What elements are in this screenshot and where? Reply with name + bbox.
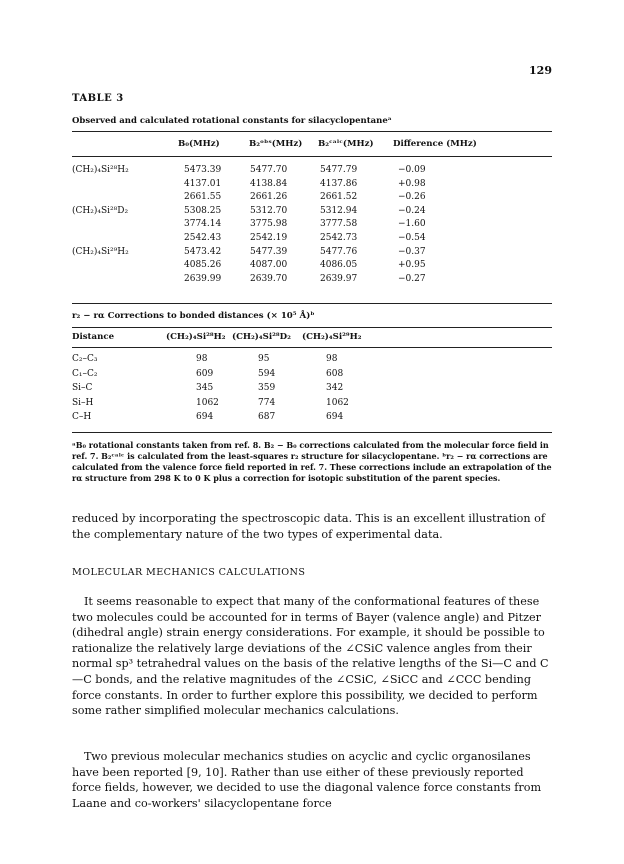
table-cell: 4137.86	[320, 178, 358, 189]
dist-col-header: (CH₂)₄Si²⁸H₂	[166, 332, 226, 342]
col-header-b0: B₀(MHz)	[178, 139, 220, 149]
table-cell: 5477.39	[250, 246, 288, 257]
table-cell: 345	[196, 383, 214, 393]
table-cell: −0.24	[398, 205, 426, 216]
table-cell: 1062	[196, 397, 219, 408]
table-cell: 5312.70	[250, 205, 288, 216]
table-cell: 694	[196, 412, 214, 422]
table-cell: −0.26	[398, 192, 426, 203]
table-header-rule	[72, 156, 552, 157]
table-cell: 2542.73	[320, 233, 358, 243]
table-cell: 609	[196, 368, 214, 379]
molecule-label: (CH₂)₄Si²⁸H₂	[72, 165, 129, 175]
table-cell: 5308.25	[184, 205, 222, 216]
section-heading: MOLECULAR MECHANICS CALCULATIONS	[72, 567, 306, 578]
table-footnote: ᵃB₀ rotational constants taken from ref. 8. B₂ − B₀ corrections calculated from the molecular force field in ref. 7. B₂ᶜᵃˡᶜ is calculated from the least-squares r₂ structure for silacyclopentane. ᵇr₂ − rα corrections are calculated from the valence force field reported in ref. 7. These corrections include an extrapolation of the rα structure from 298 K to 0 K plus a correction for isotopic substitution of the parent species.	[72, 440, 552, 483]
table-cell: 95	[258, 354, 270, 364]
table-cell: −0.37	[398, 246, 426, 257]
dist-top-rule	[72, 327, 552, 328]
body-paragraph: Two previous molecular mechanics studies on acyclic and cyclic organosilanes have been reported [9, 10]. Rather than use either of these previously reported force fields, however, we decided to use the diagonal valence force constants from Laane and co-workers' silacyclopentane force	[72, 750, 542, 810]
table-cell: 4138.84	[250, 178, 288, 189]
table-cell: 1062	[326, 397, 349, 408]
table-cell: 342	[326, 383, 344, 393]
table-cell: 2542.43	[184, 233, 222, 243]
body-paragraph: reduced by incorporating the spectroscopic data. This is an excellent illustration of the complementary nature of the two types of experimental data.	[72, 512, 546, 541]
table-cell: 3775.98	[250, 219, 288, 230]
dist-col-header: Distance	[72, 332, 115, 342]
table-label: TABLE 3	[72, 93, 124, 104]
body-paragraph: It seems reasonable to expect that many of the conformational features of these two molecules could be accounted for in terms of Bayer (valence angle) and Pitzer (dihedral angle) strain energy considerations. For example, it should be possible to rationalize the relatively large deviations of the ∠CSiC valence angles from their normal sp³ tetrahedral values on the basis of the relative lengths of the Si—C and C—C bonds, and the relative magnitudes of the ∠CSiC, ∠SiCC and ∠CCC bending force constants. In order to further explore this possibility, we decided to perform some rather simplified molecular mechanics calculations.	[72, 595, 549, 718]
table-caption: Observed and calculated rotational constants for silacyclopentaneᵃ	[72, 116, 392, 126]
dist-header-rule	[72, 347, 552, 348]
table-cell: 5477.76	[320, 246, 358, 257]
table-cell: 5312.94	[320, 205, 358, 216]
molecule-label: (CH₂)₄Si²⁹H₂	[72, 246, 129, 257]
table-cell: 4087.00	[250, 260, 288, 271]
distance-label: C–H	[72, 412, 92, 422]
table-cell: 608	[326, 368, 344, 379]
table-cell: 4086.05	[320, 260, 358, 271]
dist-col-header: (CH₂)₄Si²⁹H₂	[302, 332, 362, 342]
distance-label: Si–C	[72, 383, 93, 393]
table-cell: 2542.19	[250, 233, 288, 243]
table-cell: 694	[326, 412, 344, 422]
table-cell: 3774.14	[184, 219, 222, 230]
col-header-bz-obs: B₂ᵒᵇˢ(MHz)	[249, 139, 303, 149]
col-header-bz-calc: B₂ᶜᵃˡᶜ(MHz)	[318, 139, 374, 149]
table-cell: −1.60	[398, 219, 426, 230]
table-cell: −0.09	[398, 165, 426, 175]
corrections-title: r₂ − rα Corrections to bonded distances (× 10⁵ Å)ᵇ	[72, 311, 315, 321]
distance-label: C₁–C₂	[72, 368, 98, 379]
molecule-label: (CH₂)₄Si²⁸D₂	[72, 205, 129, 216]
table-cell: 4137.01	[184, 178, 222, 189]
dist-col-header: (CH₂)₄Si²⁸D₂	[232, 332, 291, 342]
table-mid-rule	[72, 303, 552, 304]
table-cell: 594	[258, 368, 276, 379]
table-cell: 5477.70	[250, 165, 288, 175]
table-cell: 5473.39	[184, 165, 222, 175]
table-cell: 2661.55	[184, 192, 222, 203]
table-cell: +0.98	[398, 178, 426, 189]
table-cell: +0.95	[398, 260, 426, 271]
table-cell: 774	[258, 397, 276, 408]
table-cell: 2661.26	[250, 192, 288, 203]
distance-label: Si–H	[72, 397, 94, 408]
table-cell: 2639.97	[320, 273, 358, 284]
table-cell: 3777.58	[320, 219, 358, 230]
table-top-rule	[72, 131, 552, 132]
table-cell: −0.27	[398, 273, 426, 284]
table-cell: 2661.52	[320, 192, 358, 203]
table-cell: 359	[258, 383, 276, 393]
table-cell: 2639.70	[250, 273, 288, 284]
table-cell: 5473.42	[184, 246, 222, 257]
table-cell: 98	[326, 354, 338, 364]
col-header-difference: Difference (MHz)	[393, 139, 477, 149]
table-cell: −0.54	[398, 233, 426, 243]
table-cell: 4085.26	[184, 260, 222, 271]
distance-label: C₂–C₃	[72, 354, 98, 364]
table-cell: 5477.79	[320, 165, 358, 175]
table-cell: 2639.99	[184, 273, 222, 284]
table-cell: 687	[258, 412, 276, 422]
table-bottom-rule	[72, 432, 552, 433]
page-number: 129	[529, 64, 552, 77]
table-cell: 98	[196, 354, 208, 364]
